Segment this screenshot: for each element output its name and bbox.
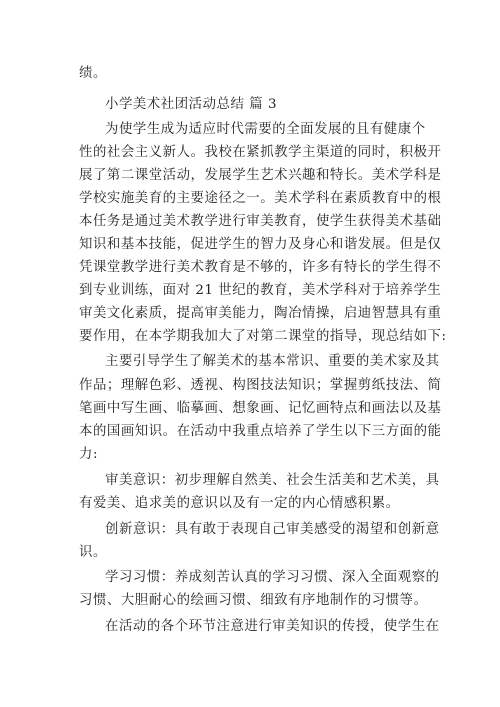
section-heading: 小学美术社团活动总结 篇 3	[105, 97, 278, 112]
text-line: 知识和基本技能，促进学生的智力及身心和谐发展。但是仅	[79, 237, 442, 252]
text-line: 笔画中写生画、临摹画、想象画、记忆画特点和画法以及基	[79, 401, 442, 416]
text-line: 学校实施美育的主要途径之一。美术学科在素质教育中的根	[79, 191, 442, 206]
text-line: 本任务是通过美术教学进行审美教育，使学生获得美术基础	[79, 214, 442, 229]
text-line: 在活动的各个环节注意进行审美知识的传授，使学生在	[105, 619, 440, 634]
text-line: 为使学生成为适应时代需要的全面发展的且有健康个	[105, 122, 426, 137]
text-line: 创新意识：具有敢于表现自己审美感受的渴望和创新意	[105, 522, 440, 537]
text-line: 要作用，在本学期我加大了对第二课堂的指导，现总结如下:	[79, 329, 447, 344]
text-line: 主要引导学生了解美术的基本常识、重要的美术家及其	[105, 354, 440, 369]
text-line: 习惯、大胆耐心的绘画习惯、细致有序地制作的习惯等。	[79, 593, 428, 608]
text-line: 有爱美、追求美的意识以及有一定的内心情感积累。	[79, 496, 400, 511]
text-line: 审美文化素质，提高审美能力，陶冶情操，启迪智慧具有重	[79, 306, 442, 321]
text-line: 展了第二课堂活动，发展学生艺术兴趣和特长。美术学科是	[79, 168, 442, 183]
text-line: 审美意识：初步理解自然美、社会生活美和艺术美，具	[105, 473, 440, 488]
text-line: 识。	[79, 545, 107, 560]
text-line: 力:	[79, 447, 99, 462]
text-line: 绩。	[79, 66, 107, 81]
text-line: 到专业训练，面对 21 世纪的教育，美术学科对于培养学生	[79, 283, 442, 298]
text-line: 作品；理解色彩、透视、构图技法知识；掌握剪纸技法、简	[79, 378, 442, 393]
text-line: 本的国画知识。在活动中我重点培养了学生以下三方面的能	[79, 424, 442, 439]
text-line: 学习习惯：养成刻苦认真的学习习惯、深入全面观察的	[105, 570, 440, 585]
text-line: 凭课堂教学进行美术教育是不够的，许多有特长的学生得不	[79, 260, 442, 275]
text-line: 性的社会主义新人。我校在紧抓教学主渠道的同时，积极开	[79, 145, 442, 160]
